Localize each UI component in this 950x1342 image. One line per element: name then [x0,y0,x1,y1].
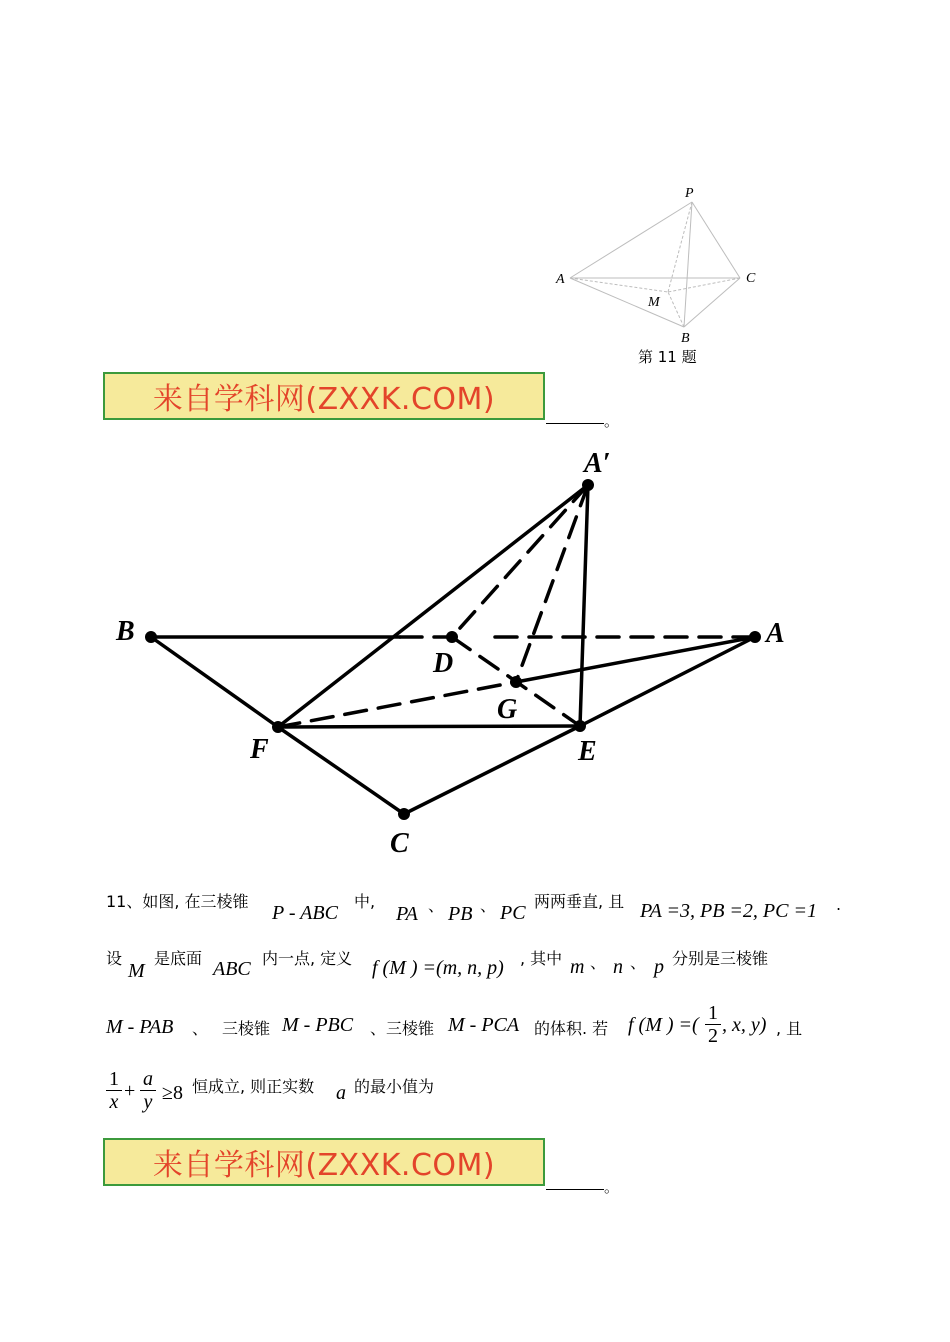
math-pa: PA [396,903,418,925]
text: 内一点, 定义 [262,949,353,968]
label-M: M [648,295,660,310]
text: 、 [630,953,647,972]
answer-blank [546,423,604,424]
text: 恒成立, 则正实数 [192,1077,315,1096]
text: 设 [106,949,123,968]
math-plus: + [124,1080,136,1102]
text: 两两垂直, 且 [534,892,625,911]
fraction-denominator: 2 [708,1025,718,1047]
label-A: A [556,272,565,287]
math-pc: PC [500,902,526,924]
watermark-banner: 来自学科网(ZXXK.COM) [103,372,545,420]
fraction-half [705,1002,721,1047]
text: . [836,895,842,914]
math-M: M [128,960,145,982]
math-m: m [570,956,585,978]
text: 是底面 [154,949,203,968]
math-a: a [336,1082,346,1104]
text: 的最小值为 [354,1077,435,1096]
label-C-large: C [390,828,409,859]
period: 。 [604,412,620,430]
fraction-numerator: 1 [106,1068,122,1091]
text: 的体积. 若 [534,1019,609,1038]
label-B: B [681,331,690,346]
fraction-denominator: y [143,1091,153,1113]
fraction-denominator: x [109,1091,119,1113]
math-abc: ABC [213,958,251,980]
math-mpab: M - PAB [106,1016,174,1038]
math-fm-def: f (M ) =(m, n, p) [372,957,504,979]
small-pyramid-figure [540,180,780,350]
math-condition: PA =3, PB =2, PC =1 [640,900,817,922]
text: 中, [354,892,376,911]
math-rest: , x, y) [722,1014,767,1036]
math-pb: PB [448,903,473,925]
text: 、 [192,1019,209,1038]
fraction-numerator: a [140,1068,156,1091]
text: 三棱锥 [222,1019,271,1038]
label-F: F [250,734,269,765]
math-n: n [613,956,623,978]
math-pyramid: P - ABC [272,902,338,924]
text: 、三棱锥 [370,1019,435,1038]
math-ge-8: ≥8 [162,1082,183,1104]
text: 、 [480,896,497,915]
problem-number: 11、如图, 在三棱锥 [106,892,249,911]
answer-blank-2 [546,1189,604,1190]
figure-caption: 第 11 题 [638,348,697,366]
text: 、 [590,953,607,972]
label-D: D [433,648,454,679]
math-mpca: M - PCA [448,1014,520,1036]
label-C: C [746,271,756,286]
math-mpbc: M - PBC [282,1014,354,1036]
fraction-numerator: 1 [705,1002,721,1025]
text: 分别是三棱锥 [672,949,769,968]
fraction-1-over-x [106,1068,122,1113]
text: , 其中 [520,949,563,968]
label-A-prime: A′ [584,448,611,479]
fraction-a-over-y [140,1068,156,1113]
watermark-banner-2: 来自学科网(ZXXK.COM) [103,1138,545,1186]
label-A-large: A [766,618,785,649]
math-fm: f (M ) =( [628,1014,699,1036]
label-G: G [497,694,518,725]
label-P: P [685,186,694,201]
folded-triangle-figure [100,440,820,860]
period-2: 。 [604,1178,620,1196]
math-p: p [654,956,664,978]
text: , 且 [776,1019,803,1038]
label-E: E [578,736,597,767]
text: 、 [428,896,445,915]
label-B-large: B [116,616,135,647]
